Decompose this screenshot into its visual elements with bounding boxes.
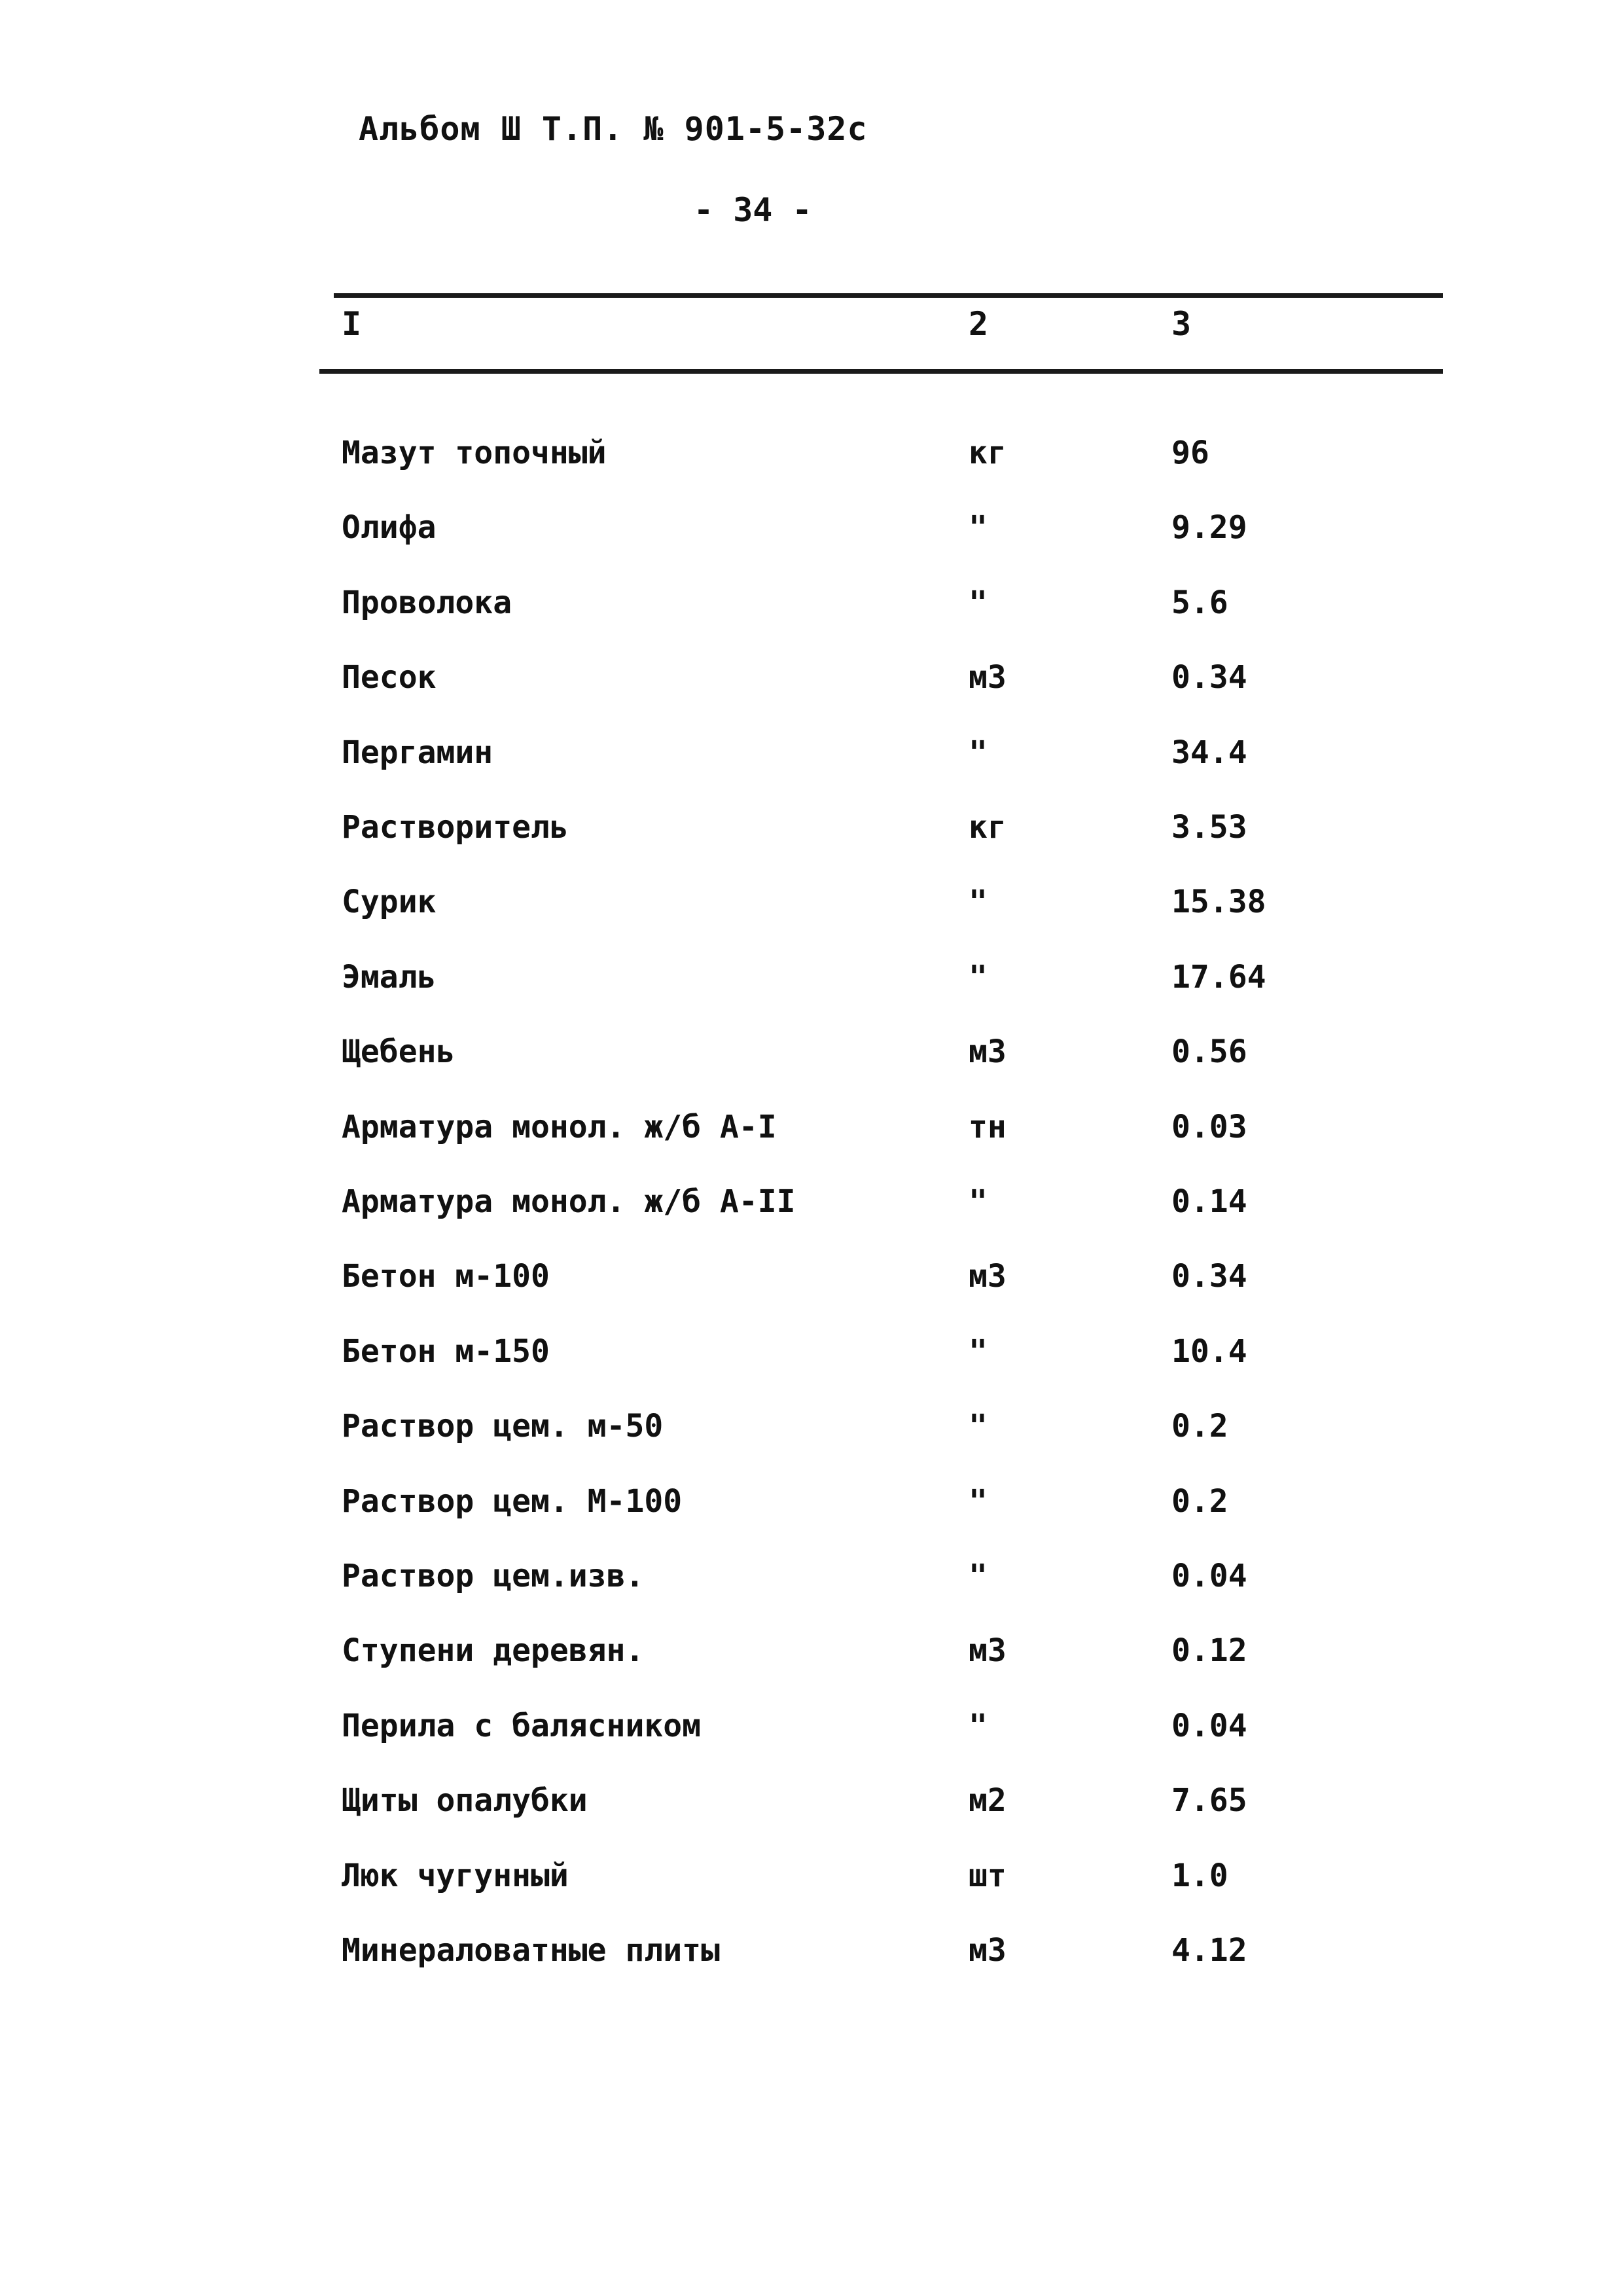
item-unit: " [969,1708,988,1744]
item-name: Бетон м-150 [342,1333,550,1370]
item-name: Раствор цем.изв. [342,1558,645,1594]
item-name: Ступени деревян. [342,1632,645,1669]
item-name: Растворитель [342,809,569,846]
album-reference: Альбом Ш Т.П. № 901-5-32с [359,110,868,148]
item-quantity: 10.4 [1171,1333,1247,1370]
item-unit: м3 [969,1033,1007,1070]
column-header-3: 3 [1171,305,1192,343]
table-header-rule [319,369,1443,374]
item-unit: " [969,734,988,771]
item-unit: м3 [969,1258,1007,1295]
item-unit: м2 [969,1782,1007,1819]
item-unit: шт [969,1857,1007,1894]
item-quantity: 0.56 [1171,1033,1247,1070]
item-name: Олифа [342,509,437,546]
item-quantity: 96 [1171,435,1209,471]
table-top-rule [334,293,1443,298]
item-quantity: 15.38 [1171,884,1266,920]
item-unit: " [969,884,988,920]
item-quantity: 34.4 [1171,734,1247,771]
item-quantity: 3.53 [1171,809,1247,846]
item-name: Раствор цем. М-100 [342,1483,683,1520]
item-name: Арматура монол. ж/б А-II [342,1183,796,1220]
item-name: Щебень [342,1033,455,1070]
item-unit: тн [969,1109,1007,1145]
item-unit: м3 [969,659,1007,696]
item-unit: " [969,1558,988,1594]
item-quantity: 0.34 [1171,659,1247,696]
item-unit: " [969,1408,988,1444]
item-unit: " [969,1333,988,1370]
item-name: Щиты опалубки [342,1782,588,1819]
item-name: Эмаль [342,959,437,996]
item-name: Арматура монол. ж/б А-I [342,1109,777,1145]
item-name: Пергамин [342,734,493,771]
item-name: Песок [342,659,437,696]
item-quantity: 17.64 [1171,959,1266,996]
item-quantity: 4.12 [1171,1932,1247,1969]
item-name: Бетон м-100 [342,1258,550,1295]
item-quantity: 5.6 [1171,584,1228,621]
item-unit: м3 [969,1932,1007,1969]
item-unit: " [969,584,988,621]
item-unit: " [969,509,988,546]
item-quantity: 0.04 [1171,1558,1247,1594]
item-unit: " [969,1183,988,1220]
item-name: Минераловатные плиты [342,1932,720,1969]
item-name: Раствор цем. м-50 [342,1408,664,1444]
item-unit: " [969,1483,988,1520]
page-number: - 34 - [694,191,812,229]
item-quantity: 0.03 [1171,1109,1247,1145]
item-quantity: 0.04 [1171,1708,1247,1744]
item-quantity: 1.0 [1171,1857,1228,1894]
item-unit: кг [969,809,1007,846]
item-name: Проволока [342,584,512,621]
item-unit: " [969,959,988,996]
item-name: Перила с балясником [342,1708,702,1744]
item-quantity: 9.29 [1171,509,1247,546]
item-quantity: 0.34 [1171,1258,1247,1295]
item-name: Сурик [342,884,437,920]
item-unit: кг [969,435,1007,471]
item-quantity: 7.65 [1171,1782,1247,1819]
item-name: Люк чугунный [342,1857,569,1894]
column-header-2: 2 [969,305,989,343]
column-header-1: I [342,305,362,343]
item-quantity: 0.2 [1171,1483,1228,1520]
item-unit: м3 [969,1632,1007,1669]
item-name: Мазут топочный [342,435,607,471]
item-quantity: 0.2 [1171,1408,1228,1444]
item-quantity: 0.12 [1171,1632,1247,1669]
item-quantity: 0.14 [1171,1183,1247,1220]
